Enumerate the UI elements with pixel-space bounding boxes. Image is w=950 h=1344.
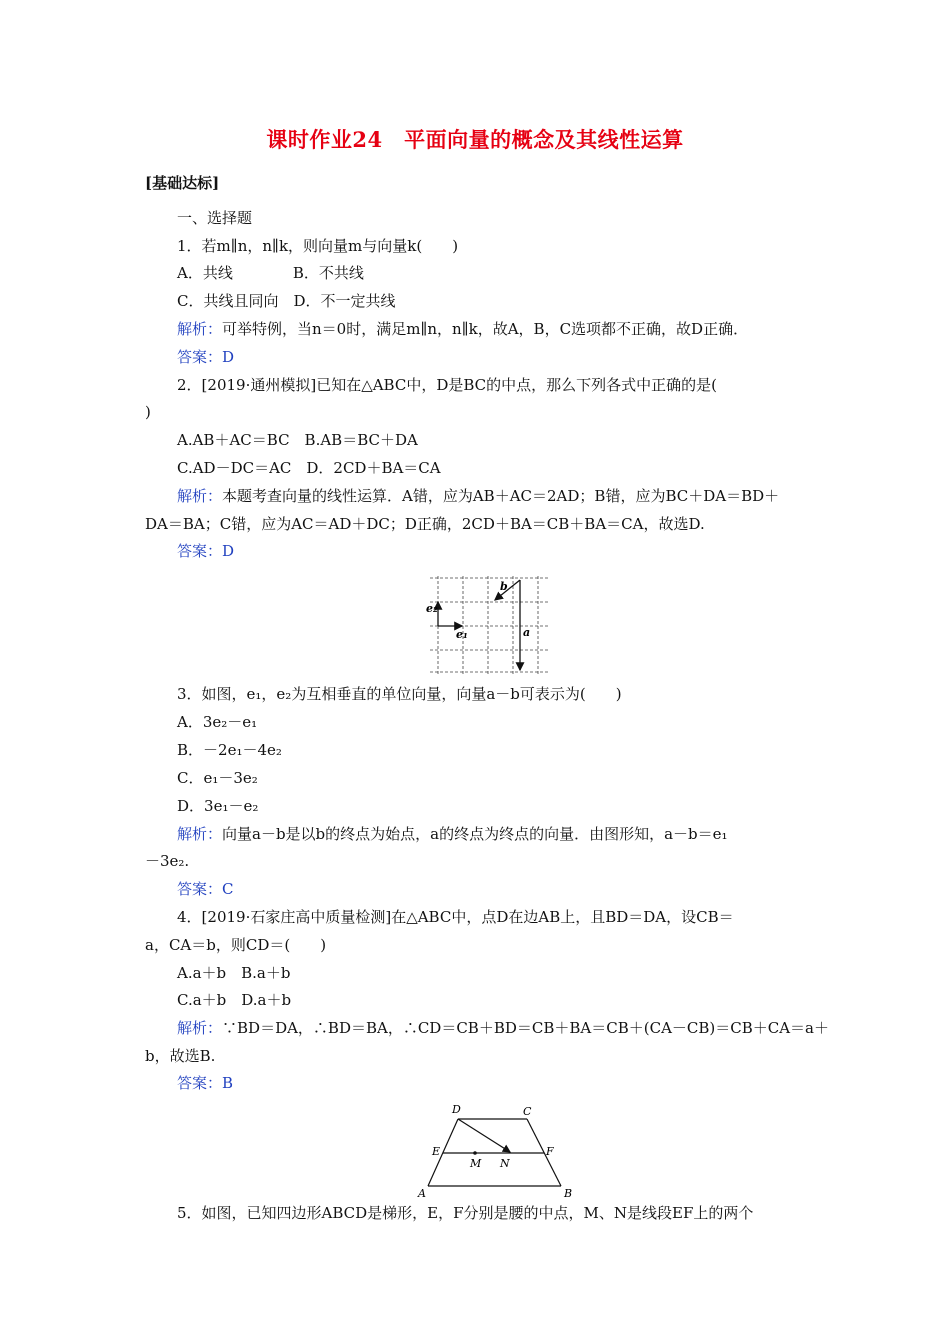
options-1b: C．共线且同向 D．不一定共线 [177, 292, 396, 310]
option-3b: B．－2e₁－4e₂ [177, 741, 282, 759]
text-line: 一、选择题 [177, 209, 253, 227]
question-3: 3．如图，e₁，e₂为互相垂直的单位向量，向量a－b可表示为( ) [177, 685, 622, 703]
analysis-text: 可举特例，当n＝0时，满足m∥n，n∥k，故A，B，C选项都不正确，故D正确． [222, 320, 749, 338]
options-4b: C.a＋b D.a＋b [177, 991, 292, 1009]
analysis-text: ∵BD＝DA，∴BD＝BA，∴CD＝CB＋BD＝CB＋BA＝CB＋(CA－CB)＝CB＋CA＝a＋ [222, 1019, 830, 1037]
page-title: 课时作业24 平面向量的概念及其线性运算 [266, 127, 684, 152]
label-b: B [564, 1187, 573, 1200]
answer-1: 答案：D [177, 348, 235, 366]
point-m [473, 1151, 477, 1155]
option-3d: D．3e₁－e₂ [177, 797, 259, 815]
analysis-label: 解析： [177, 1019, 223, 1037]
label-e: E [432, 1145, 441, 1158]
analysis-1 [177, 319, 748, 339]
question-4-cont: a，CA＝b，则CD＝( ) [145, 936, 327, 954]
options-1a: A．共线 B．不共线 [177, 264, 364, 282]
analysis-text: 向量a－b是以b的终点为始点，a的终点为终点的向量．由图形知，a－b＝e₁ [222, 825, 728, 843]
label-a: a [523, 626, 531, 639]
analysis-3 [177, 824, 728, 844]
label-b: b [500, 580, 508, 593]
option-3c: C．e₁－3e₂ [177, 769, 258, 787]
question-2-cont: ) [145, 403, 151, 421]
label-c: C [523, 1105, 532, 1118]
question-5: 5．如图，已知四边形ABCD是梯形，E，F分别是腰的中点，M、N是线段EF上的两个 [177, 1204, 754, 1222]
label-n: N [500, 1157, 510, 1170]
grid-vector-figure [428, 572, 556, 676]
options-2b: C.AD－DC＝AC D．2CD＋BA＝CA [177, 459, 441, 477]
question-2: 2．[2019·通州模拟]已知在△ABC中，D是BC的中点，那么下列各式中正确的是( [177, 376, 717, 394]
question-4: 4．[2019·石家庄高中质量检测]在△ABC中，点D在边AB上，且BD＝DA，设CB＝ [177, 908, 734, 926]
label-m: M [470, 1157, 482, 1170]
analysis-2 [177, 486, 779, 506]
dn-vector [458, 1119, 510, 1152]
analysis-2-cont: DA＝BA；C错，应为AC＝AD＋DC；D正确，2CD＋BA＝CB＋BA＝CA，故选D. [145, 515, 705, 533]
analysis-text: 本题考查向量的线性运算．A错，应为AB＋AC＝2AD；B错，应为BC＋DA＝BD＋ [222, 487, 780, 505]
trapezoid-figure [412, 1100, 580, 1202]
analysis-4 [177, 1018, 829, 1038]
analysis-label: 解析： [177, 825, 223, 843]
answer-3: 答案：C [177, 880, 234, 898]
analysis-label: 解析： [177, 320, 223, 338]
label-f: F [546, 1145, 554, 1158]
label-e2: e₂ [426, 602, 438, 615]
analysis-3-cont: －3e₂. [145, 852, 190, 870]
option-3a: A．3e₂－e₁ [177, 713, 258, 731]
label-d: D [452, 1103, 461, 1116]
analysis-label: 解析： [177, 487, 223, 505]
label-a: A [418, 1187, 426, 1200]
options-2a: A.AB＋AC＝BC B.AB＝BC＋DA [177, 431, 418, 449]
analysis-4-cont: b，故选B. [145, 1047, 216, 1065]
section-heading: [基础达标] [145, 174, 220, 192]
answer-2: 答案：D [177, 542, 235, 560]
question-1: 1．若m∥n，n∥k，则向量m与向量k( ) [177, 237, 459, 255]
answer-4: 答案：B [177, 1074, 234, 1092]
options-4a: A.a＋b B.a＋b [177, 964, 291, 982]
label-e1: e₁ [456, 628, 468, 641]
